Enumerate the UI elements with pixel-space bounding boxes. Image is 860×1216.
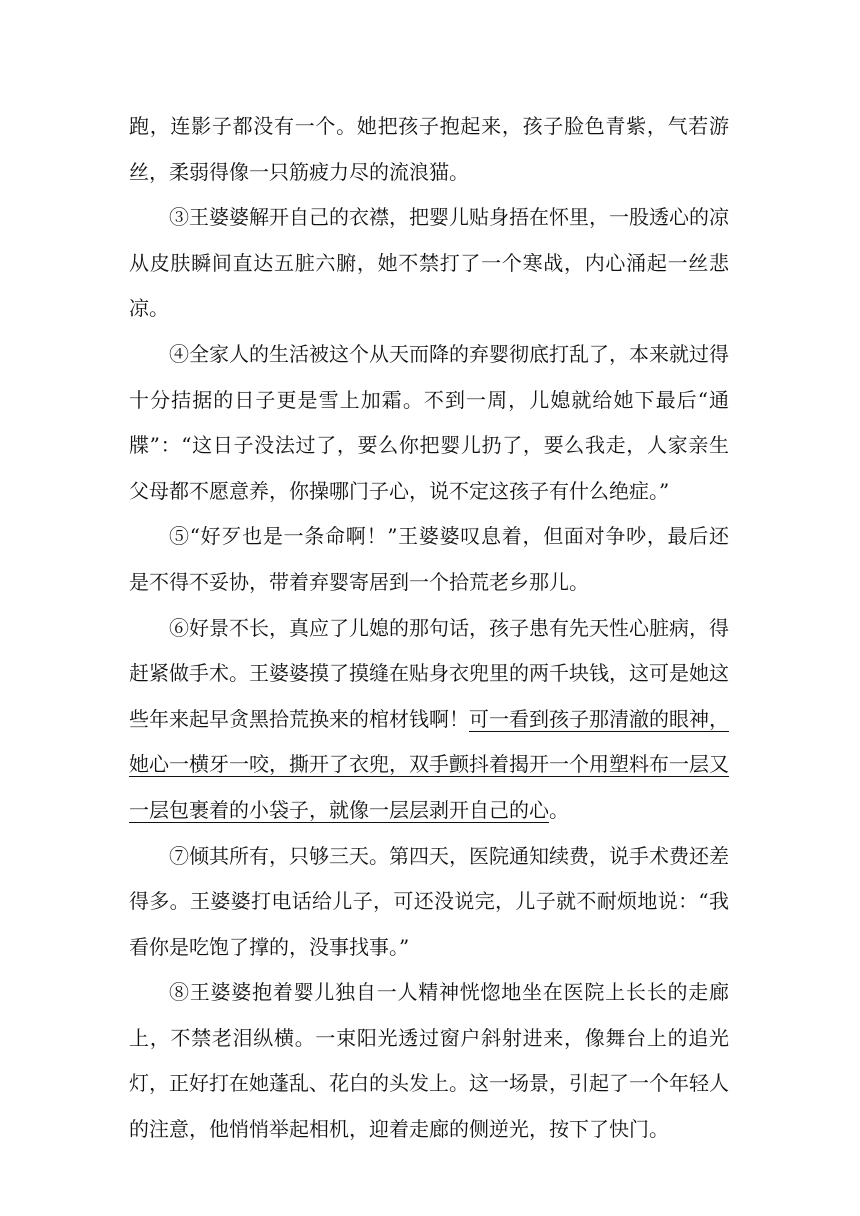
paragraph-text: ⑦倾其所有，只够三天。第四天，医院通知续费，说手术费还差得多。王婆婆打电话给儿子，可还没说完，儿子就不耐烦地说：“我看你是吃饱了撑的，没事找事。” — [129, 843, 729, 959]
paragraph-text: 跑，连影子都没有一个。她把孩子抱起来，孩子脸色青紫，气若游丝，柔弱得像一只筋疲力尽的流浪猫。 — [129, 114, 729, 184]
paragraph-8 — [129, 970, 729, 1152]
paragraph-7 — [129, 834, 729, 971]
paragraph-5 — [129, 514, 729, 605]
paragraph-text: ③王婆婆解开自己的衣襟，把婴儿贴身捂在怀里，一股透心的凉从皮肤瞬间直达五脏六腑，她不禁打了一个寒战，内心涌起一丝悲凉。 — [129, 205, 729, 321]
paragraph-text: ④全家人的生活被这个从天而降的弃婴彻底打乱了，本来就过得十分拮据的日子更是雪上加霜。不到一周，儿媳就给她下最后“通牒”：“这日子没法过了，要么你把婴儿扔了，要么我走，人家亲生父母都不愿意养，你操哪门子心，说不定这孩子有什么绝症。” — [129, 341, 729, 503]
story-text — [129, 104, 729, 1153]
paragraph-text: ⑤“好歹也是一条命啊！”王婆婆叹息着，但面对争吵，最后还是不得不妥协，带着弃婴寄居到一个拾荒老乡那儿。 — [129, 524, 729, 594]
paragraph-text: 。 — [549, 797, 569, 822]
paragraph-text: ⑧王婆婆抱着婴儿独自一人精神恍惚地坐在医院上长长的走廊上，不禁老泪纵横。一束阳光透过窗户斜射进来，像舞台上的追光灯，正好打在她蓬乱、花白的头发上。这一场景，引起了一个年轻人的注意，他悄悄举起相机，迎着走廊的侧逆光，按下了快门。 — [129, 980, 729, 1142]
paragraph-4 — [129, 332, 729, 514]
underlined-sentence: 可一看到孩子那清澈的眼神，她心一横牙一咬，撕开了衣兜，双手颤抖着揭开一个用塑料布一层又一层包裹着的小袋子，就像一层层剥开自己的心 — [129, 706, 729, 822]
paragraph-text: ⑥好景不长，真应了儿媳的那句话，孩子患有先天性心脏病，得赶紧做手术。王婆婆摸了摸缝在贴身衣兜里的两千块钱，这可是她这些年来起早贪黑拾荒换来的棺材钱啊！ — [129, 615, 729, 731]
paragraph-3 — [129, 195, 729, 332]
paragraph-6 — [129, 606, 729, 834]
paragraph-continued — [129, 104, 729, 195]
